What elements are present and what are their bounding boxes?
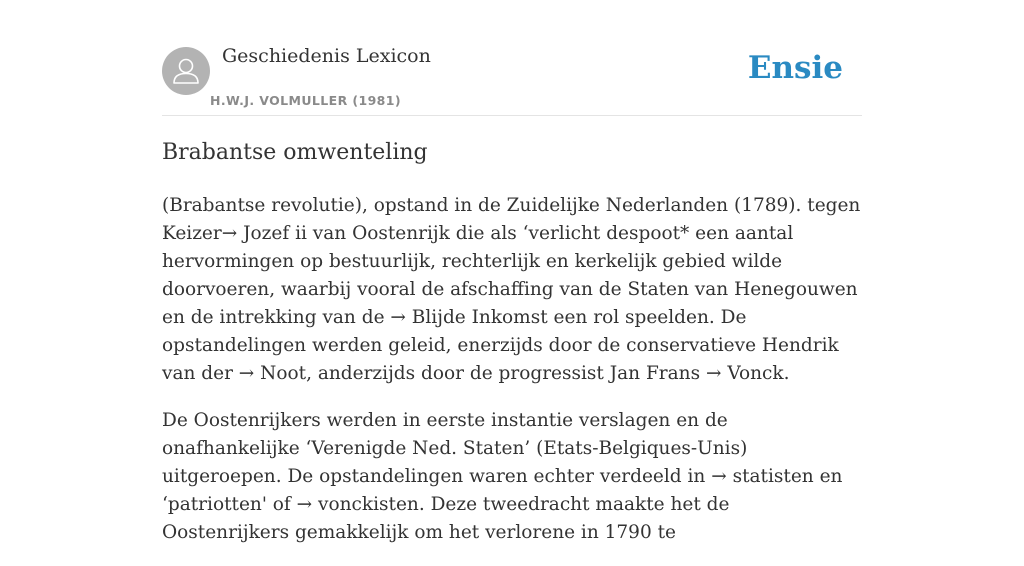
ensie-logo[interactable]: Ensie [747, 50, 843, 86]
article-paragraph-1: (Brabantse revolutie), opstand in de Zuidelijke Nederlanden (1789). tegen Keizer→ Jozef ii van Oostenrijk die als ‘verlicht despoot* een aantal hervormingen op bestuurlijk, rechterlijk en kerkelijk gebied wilde doorvoeren, waarbij vooral de afschaffing van de Staten van Henegouwen en de intrekking van de → Blijde Inkomst een rol speelden. De opstandelingen werden geleid, enerzijds door de conservatieve Hendrik van der → Noot, anderzijds door de progressist Jan Frans → Vonck. [162, 195, 861, 384]
article-title: Brabantse omwenteling [162, 140, 428, 165]
author-byline: H.W.J. VOLMULLER (1981) [210, 93, 401, 108]
article-body [162, 192, 862, 566]
article-container [162, 0, 862, 543]
lexicon-header [162, 0, 862, 116]
article-paragraph-2: De Oostenrijkers werden in eerste instantie verslagen en de onafhankelijke ‘Verenigde Ned. Staten’ (Etats-Belgiques-Unis) uitgeroepen. De opstandelingen waren echter verdeeld in → statisten en ‘patriotten' of → vonckisten. Deze tweedracht maakte het de Oostenrijkers gemakkelijk om het verlorene in 1790 te [162, 410, 843, 543]
lexicon-name[interactable]: Geschiedenis Lexicon [222, 45, 431, 67]
user-icon[interactable] [162, 47, 210, 95]
